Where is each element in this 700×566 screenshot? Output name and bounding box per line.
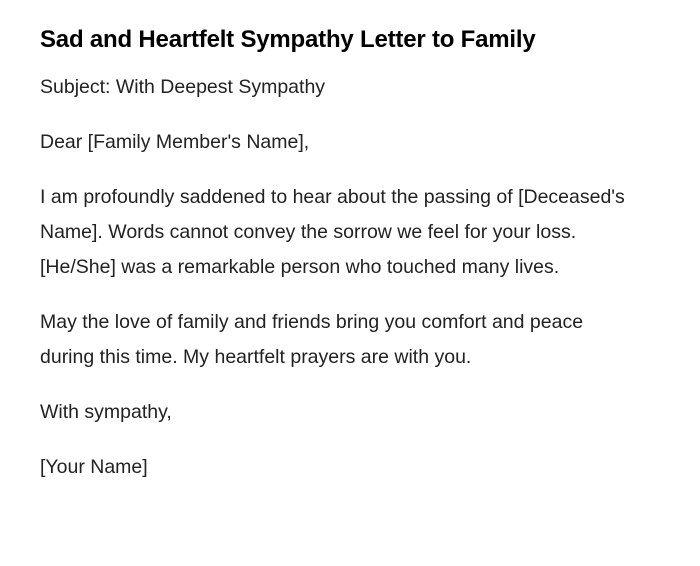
letter-body-paragraph-2: May the love of family and friends bring you comfort and peace during this time. My heartfelt prayers are with you. (40, 311, 584, 368)
letter-salutation: Dear [Family Member's Name], (40, 131, 310, 153)
letter-subject: Subject: With Deepest Sympathy (40, 76, 326, 98)
letter-closing: With sympathy, (40, 401, 172, 423)
letter-body-paragraph-1: I am profoundly saddened to hear about the passing of [Deceased's Name]. Words cannot convey the sorrow we feel for your loss. [He/She] was a remarkable person who touched many lives. (40, 186, 625, 278)
letter-signature: [Your Name] (40, 456, 148, 478)
letter-title: Sad and Heartfelt Sympathy Letter to Family (40, 26, 536, 53)
letter-document (40, 22, 640, 505)
